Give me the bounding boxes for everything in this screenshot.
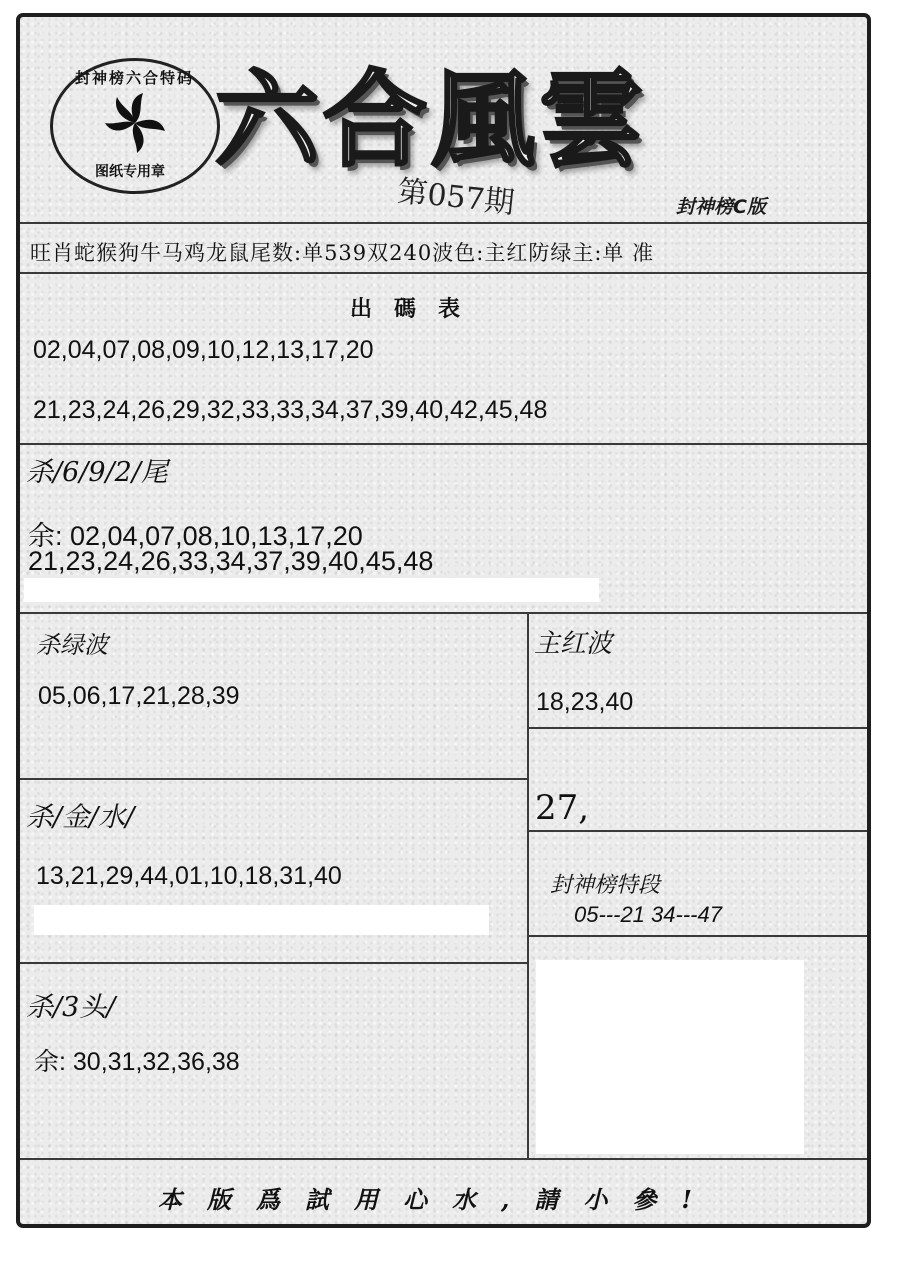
edition-label: 封神榜C版 <box>676 196 766 218</box>
kill-green-numbers: 05,06,17,21,28,39 <box>38 682 240 710</box>
divider <box>20 962 528 964</box>
kill-green-heading: 杀绿波 <box>36 631 108 659</box>
divider <box>20 443 867 445</box>
divider <box>20 778 528 780</box>
kill-elements-heading: 杀/金/水/ <box>26 802 135 833</box>
table-row-2: 21,23,24,26,29,32,33,33,34,37,39,40,42,45,48 <box>33 396 548 424</box>
seal-top-text: 封神榜六合特码 <box>75 69 195 87</box>
blank-panel <box>536 960 804 1154</box>
kill-tail-heading: 杀/6/9/2/尾 <box>26 457 168 488</box>
main-red-heading: 主红波 <box>534 629 613 659</box>
divider <box>20 612 867 614</box>
table-title: 出碼表 <box>350 296 483 322</box>
special-segment-heading: 封神榜特段 <box>550 873 661 898</box>
page-title: 六合風雲 <box>215 58 648 181</box>
main-red-numbers: 18,23,40 <box>536 688 634 716</box>
footer-note: 本版爲試用心水,請小參! <box>158 1185 717 1214</box>
divider <box>20 272 867 274</box>
blank-strip <box>34 905 489 935</box>
special-number: 27, <box>535 788 590 828</box>
seal-bottom-text: 图纸专用章 <box>95 164 165 180</box>
special-segment-range: 05---21 34---47 <box>574 902 722 927</box>
issue-number: 第057期 <box>395 174 517 222</box>
table-row-1: 02,04,07,08,09,10,12,13,17,20 <box>33 336 374 364</box>
column-divider <box>527 612 529 1160</box>
info-line: 旺肖蛇猴狗牛马鸡龙鼠尾数:单539双240波色:主红防绿主:单 准 <box>30 241 655 265</box>
divider <box>528 727 867 729</box>
divider <box>528 830 867 832</box>
kill-tail-line-2: 21,23,24,26,33,34,37,39,40,45,48 <box>28 546 434 576</box>
kill-heads-heading: 杀/3头/ <box>26 992 116 1023</box>
divider <box>20 1158 867 1160</box>
seal-stamp <box>50 58 220 194</box>
kill-elements-numbers: 13,21,29,44,01,10,18,31,40 <box>36 862 342 890</box>
kill-tail-line-1: 余: 02,04,07,08,10,13,17,20 <box>28 521 363 551</box>
divider <box>20 222 867 224</box>
kill-heads-numbers: 余: 30,31,32,36,38 <box>34 1048 240 1076</box>
divider <box>528 935 867 937</box>
blank-strip <box>24 578 599 602</box>
